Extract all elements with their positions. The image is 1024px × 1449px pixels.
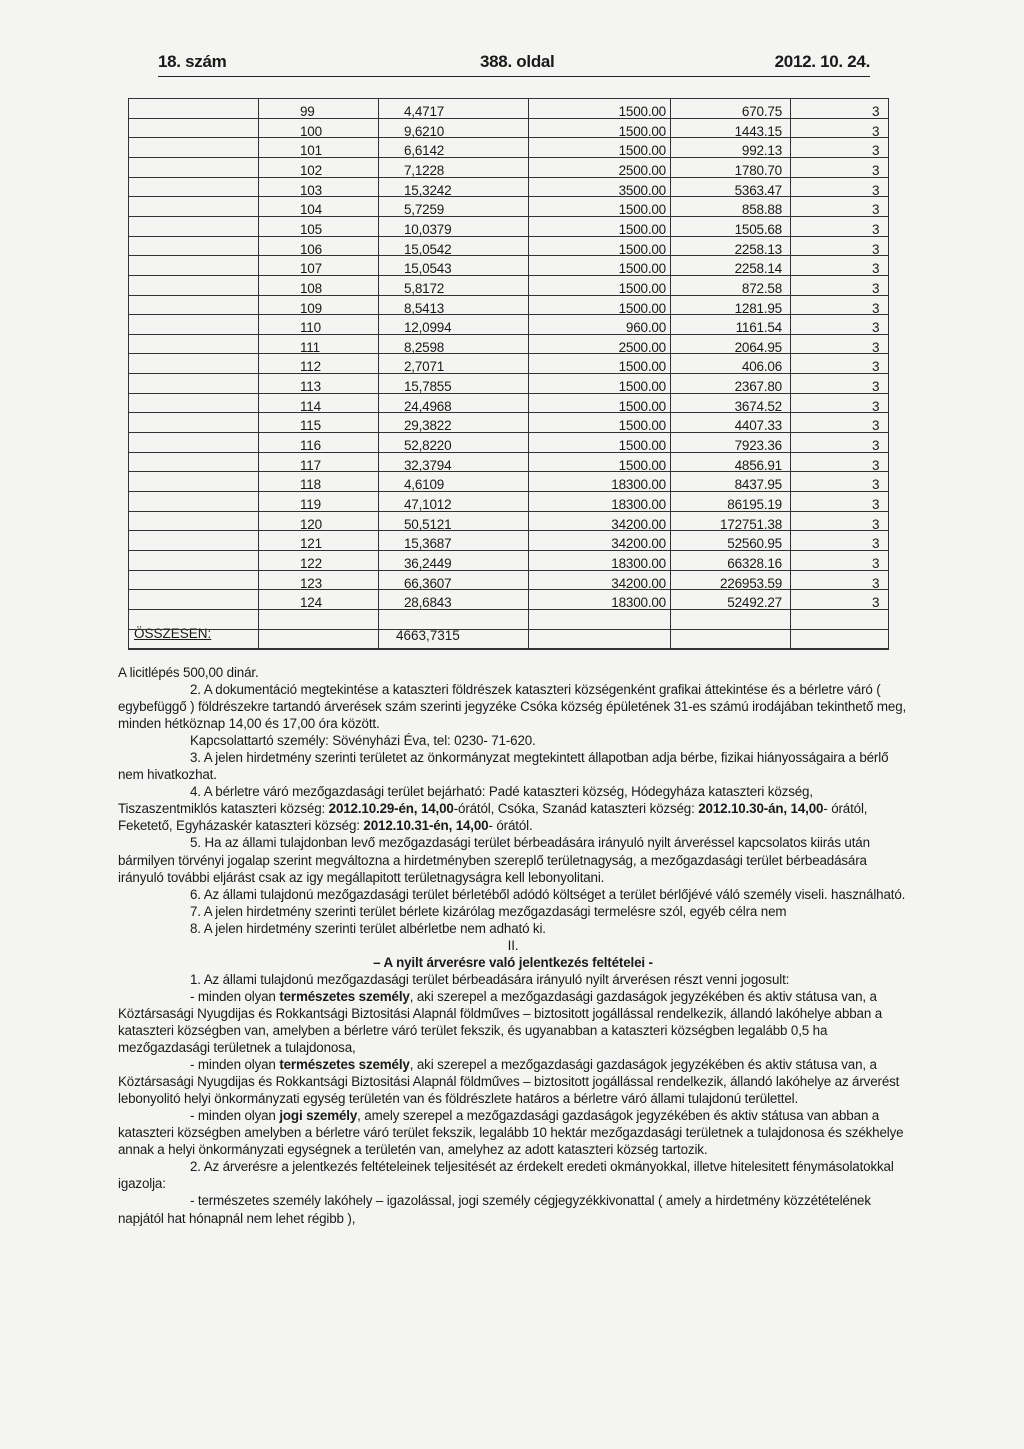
c1c-lead: - minden olyan <box>190 1108 280 1124</box>
base-price: 18300.00 <box>611 555 666 571</box>
table-row <box>128 357 888 377</box>
parcel-number: 121 <box>300 536 322 552</box>
area-ha: 47,1012 <box>404 497 452 512</box>
table-row <box>128 593 888 613</box>
parcel-number: 117 <box>300 457 321 473</box>
deposit: 2064.95 <box>734 339 782 355</box>
paragraph-2: 2. A dokumentáció megtekintése a kataszteri földrészek kataszteri községenként grafikai áttekintése és a bérletre váró ( egybefüggő ) földrészekre tartandó árverések szám szerinti jegyzéke Csóka község épületének 31-es számú irodájában tekinthető meg, minden hétköznap 14,00 és 17,00 óra között. <box>118 682 907 732</box>
page-number: 388. oldal <box>480 52 555 71</box>
section-number: II. <box>507 937 519 953</box>
p4-text-e: - órától, Feketető, Egyházaskér kataszteri község: <box>118 801 868 834</box>
issue-number: 18. szám <box>158 52 227 71</box>
area-ha: 50,5121 <box>404 516 452 532</box>
deposit: 1505.68 <box>734 221 782 237</box>
term-years: 3 <box>872 280 880 296</box>
parcel-number: 124 <box>300 595 322 611</box>
area-ha: 7,1228 <box>404 162 445 178</box>
table-row <box>128 122 888 142</box>
deposit: 52560.95 <box>727 536 782 552</box>
paragraph-7: 7. A jelen hirdetmény szerinti terület bérlete kizárólag mezőgazdasági termelésre szól, egyéb célra nem <box>190 903 787 919</box>
base-price: 1500.00 <box>618 280 666 296</box>
parcel-number: 123 <box>300 575 322 591</box>
parcel-number: 107 <box>300 261 322 277</box>
area-ha: 32,3794 <box>404 457 452 473</box>
parcel-number: 108 <box>300 280 322 296</box>
term-years: 3 <box>872 143 880 159</box>
area-ha: 15,7855 <box>404 379 452 395</box>
base-price: 1500.00 <box>618 241 666 257</box>
deposit: 858.88 <box>741 202 782 218</box>
base-price: 1500.00 <box>618 438 666 454</box>
condition-2: 2. Az árverésre a jelentkezés feltételeinek teljesitését az érdekelt eredeti okmányokkal, illetve hitelesitett fénymásolatokkal igazolja: <box>118 1159 894 1192</box>
term-years: 3 <box>872 477 880 493</box>
area-ha: 4,4717 <box>404 104 445 119</box>
base-price: 34200.00 <box>611 536 666 552</box>
base-price: 18300.00 <box>611 497 666 512</box>
term-years: 3 <box>872 575 880 591</box>
parcel-number: 122 <box>300 555 322 571</box>
area-ha: 15,0542 <box>404 241 452 257</box>
term-years: 3 <box>872 162 880 178</box>
parcel-number: 113 <box>300 379 321 395</box>
area-ha: 28,6843 <box>404 595 452 611</box>
deposit: 2258.13 <box>734 241 782 257</box>
base-price: 3500.00 <box>618 182 666 198</box>
table-row <box>128 102 888 122</box>
deposit: 172751.38 <box>719 516 782 532</box>
area-ha: 4,6109 <box>404 477 445 493</box>
condition-2a: - természetes személy lakóhely – igazolással, jogi személy cégjegyzékkivonattal ( amely a hirdetmény közzétételének napjától hat hónapnál nem lehet régibb ), <box>118 1193 871 1226</box>
section-title <box>118 954 908 971</box>
table-row <box>128 259 888 279</box>
parcel-number: 114 <box>300 398 321 414</box>
deposit: 5363.47 <box>734 182 782 198</box>
c1b-lead: - minden olyan <box>190 1057 280 1073</box>
paragraph-4 <box>118 783 908 834</box>
condition-1a <box>118 988 908 1056</box>
deposit: 872.58 <box>741 280 782 296</box>
term-years: 3 <box>872 379 880 395</box>
announcement-text <box>118 664 908 1227</box>
parcel-number: 103 <box>300 182 322 198</box>
table-row <box>128 161 888 181</box>
term-years: 3 <box>872 398 880 414</box>
term-years: 3 <box>872 182 880 198</box>
term-years: 3 <box>872 516 880 532</box>
deposit: 4407.33 <box>734 418 782 434</box>
p4-date-2: 2012.10.30-án, 14,00 <box>698 801 824 817</box>
page-header <box>158 52 870 80</box>
p4-text-c: -órától, Csóka, Szanád kataszteri község: <box>453 801 699 817</box>
deposit: 8437.95 <box>734 477 782 493</box>
term-years: 3 <box>872 241 880 257</box>
paragraph-3: 3. A jelen hirdetmény szerinti területet az önkormányzat megtekintett állapotban adja bérbe, fizikai hiányosságaira a bérlő nem hivatkozhat. <box>118 750 889 783</box>
base-price: 1500.00 <box>618 379 666 395</box>
paragraph-5: 5. Ha az állami tulajdonban levő mezőgazdasági terület bérbeadására irányuló nyilt árveréssel kapcsolatos kiirás után bármilyen törvényi jogalap szerint megváltozna a hirdetményben szereplő területnagyság, a mezőgazdasági terület bérbeadására irányuló további eljárást csak az igy megállapitott területnagyságra kell lebonyolitani. <box>118 835 870 885</box>
p4-date-3: 2012.10.31-én, 14,00 <box>363 818 489 834</box>
term-years: 3 <box>872 497 880 512</box>
p4-text-g: - órától. <box>488 818 533 834</box>
area-ha: 5,8172 <box>404 280 445 296</box>
paragraph-6: 6. Az állami tulajdonú mezőgazdasági terület bérletéből adódó költséget a terület bérlőjévé váló személy viseli. használható. <box>190 886 906 902</box>
table-row <box>128 456 888 476</box>
table-row <box>128 416 888 436</box>
deposit: 1443.15 <box>734 123 782 139</box>
deposit: 86195.19 <box>727 497 782 512</box>
term-years: 3 <box>872 300 880 316</box>
base-price: 1500.00 <box>618 359 666 375</box>
parcel-number: 106 <box>300 241 322 257</box>
base-price: 1500.00 <box>618 261 666 277</box>
table-row <box>128 377 888 397</box>
deposit: 2367.80 <box>734 379 782 395</box>
term-years: 3 <box>872 418 880 434</box>
c1b-rest: , aki szerepel a mezőgazdasági gazdaságok jegyzékében és aktiv státusa van, a Köztársasági Nyugdijas és Rokkantsági Biztositási Alapnál földműves – biztositott jogállással rendelkezik, állandó lakóhelye az árverést lebonyolitó helyi önkormányzati egység területén van és földrészlete határos a bérletre váró állami tulajdonú területtel. <box>118 1057 900 1107</box>
parcel-number: 120 <box>300 516 322 532</box>
c1a-lead: - minden olyan <box>190 988 280 1004</box>
deposit: 406.06 <box>741 359 782 375</box>
table-row <box>128 181 888 201</box>
condition-1b <box>118 1056 908 1107</box>
bid-step: A licitlépés 500,00 dinár. <box>118 665 259 680</box>
area-ha: 12,0994 <box>404 320 452 336</box>
area-ha: 15,3242 <box>404 182 452 198</box>
base-price: 1500.00 <box>618 143 666 159</box>
term-years: 3 <box>872 595 880 611</box>
base-price: 18300.00 <box>611 477 666 493</box>
section-title-text: – A nyilt árverésre való jelentkezés feltételei - <box>373 954 653 970</box>
area-ha: 15,3687 <box>404 536 452 552</box>
area-ha: 8,2598 <box>404 339 445 355</box>
term-years: 3 <box>872 123 880 139</box>
term-years: 3 <box>872 438 880 454</box>
base-price: 1500.00 <box>618 104 666 119</box>
table-row <box>128 534 888 554</box>
table-row <box>128 200 888 220</box>
deposit: 1161.54 <box>735 320 782 336</box>
parcel-number: 115 <box>300 418 321 434</box>
area-ha: 10,0379 <box>404 221 452 237</box>
table-row <box>128 338 888 358</box>
base-price: 2500.00 <box>618 339 666 355</box>
table-row-line <box>128 629 888 630</box>
deposit: 66328.16 <box>727 555 782 571</box>
table-row <box>128 436 888 456</box>
parcel-number: 100 <box>300 123 322 139</box>
table-row <box>128 397 888 417</box>
area-ha: 8,5413 <box>404 300 445 316</box>
c1c-rest: , amely szerepel a mezőgazdasági gazdaságok jegyzékében és aktiv státusa van abban a kataszteri községben amelyben a bérletre váró terület fekszik, legalább 10 hektár mezőgazdasági területnek a tulajdonosa és székhelye annak a helyi önkormányzati egységnek a területén van, amelyhez az adott kataszteri község tartozik. <box>118 1108 904 1158</box>
condition-1: 1. Az állami tulajdonú mezőgazdasági terület bérbeadására irányuló nyilt árverésen részt venni jogosult: <box>190 971 790 987</box>
parcel-number: 99 <box>300 104 315 119</box>
deposit: 3674.52 <box>734 398 782 414</box>
parcel-number: 112 <box>300 359 321 375</box>
parcel-number: 104 <box>300 202 322 218</box>
table-row <box>128 475 888 495</box>
parcel-number: 101 <box>300 143 322 159</box>
table-row <box>128 279 888 299</box>
c1a-bold: természetes személy <box>279 988 410 1004</box>
area-ha: 2,7071 <box>404 359 445 375</box>
total-value: 4663,7315 <box>396 628 460 643</box>
table-row <box>128 220 888 240</box>
deposit: 1281.95 <box>734 300 782 316</box>
table-bottom-line <box>128 649 888 650</box>
table-row <box>128 141 888 161</box>
base-price: 1500.00 <box>618 123 666 139</box>
base-price: 1500.00 <box>618 457 666 473</box>
table-row <box>128 554 888 574</box>
base-price: 18300.00 <box>611 595 666 611</box>
issue-date: 2012. 10. 24. <box>774 52 870 71</box>
deposit: 1780.70 <box>734 162 782 178</box>
total-label: ÖSSZESEN: <box>134 626 212 641</box>
area-ha: 15,0543 <box>404 261 452 277</box>
table-row <box>128 240 888 260</box>
term-years: 3 <box>872 457 880 473</box>
contact-person: Kapcsolattartó személy: Sövényházi Éva, tel: 0230- 71-620. <box>190 733 536 749</box>
term-years: 3 <box>872 320 880 336</box>
base-price: 1500.00 <box>618 398 666 414</box>
base-price: 960.00 <box>625 320 666 336</box>
area-ha: 36,2449 <box>404 555 452 571</box>
area-ha: 9,6210 <box>404 123 445 139</box>
term-years: 3 <box>872 104 880 119</box>
deposit: 2258.14 <box>734 261 782 277</box>
table-col-line <box>888 98 889 650</box>
paragraph-8: 8. A jelen hirdetmény szerinti terület albérletbe nem adható ki. <box>190 920 546 936</box>
table-row <box>128 515 888 535</box>
term-years: 3 <box>872 221 880 237</box>
p4-date-1: 2012.10.29-én, 14,00 <box>328 801 454 817</box>
base-price: 1500.00 <box>618 202 666 218</box>
term-years: 3 <box>872 202 880 218</box>
lease-table <box>128 98 888 650</box>
table-row <box>128 299 888 319</box>
deposit: 226953.59 <box>719 575 782 591</box>
base-price: 1500.00 <box>618 418 666 434</box>
c1a-rest: , aki szerepel a mezőgazdasági gazdaságok jegyzékében és aktiv státusa van, a Köztársasági Nyugdijas és Rokkantsági Biztositási Alapnál földműves – biztositott jogállással rendelkezik, állandó lakóhelye abban a kataszteri községben van, amelyben a bérletre váró terület fekszik, és ugyanabban a kataszteri községben legalább 0,5 ha mezőgazdasági területnek a tulajdonosa, <box>118 988 882 1056</box>
parcel-number: 110 <box>300 320 321 336</box>
base-price: 2500.00 <box>618 162 666 178</box>
parcel-number: 119 <box>300 497 321 512</box>
deposit: 7923.36 <box>734 438 782 454</box>
term-years: 3 <box>872 359 880 375</box>
area-ha: 6,6142 <box>404 143 445 159</box>
header-rule <box>158 76 870 77</box>
base-price: 1500.00 <box>618 221 666 237</box>
term-years: 3 <box>872 536 880 552</box>
table-row <box>128 574 888 594</box>
area-ha: 52,8220 <box>404 438 452 454</box>
term-years: 3 <box>872 555 880 571</box>
parcel-number: 102 <box>300 162 322 178</box>
deposit: 52492.27 <box>727 595 782 611</box>
parcel-number: 116 <box>300 438 321 454</box>
c1c-bold: jogi személy <box>279 1108 358 1124</box>
condition-1c <box>118 1107 908 1158</box>
area-ha: 29,3822 <box>404 418 452 434</box>
parcel-number: 111 <box>300 339 320 355</box>
area-ha: 24,4968 <box>404 398 452 414</box>
deposit: 4856.91 <box>734 457 782 473</box>
base-price: 34200.00 <box>611 575 666 591</box>
table-row-line <box>128 98 888 99</box>
table-row <box>128 318 888 338</box>
parcel-number: 105 <box>300 221 322 237</box>
area-ha: 66,3607 <box>404 575 452 591</box>
c1b-bold: természetes személy <box>279 1057 410 1073</box>
deposit: 670.75 <box>741 104 782 119</box>
parcel-number: 118 <box>300 477 321 493</box>
deposit: 992.13 <box>741 143 782 159</box>
term-years: 3 <box>872 261 880 277</box>
p4-text-a: 4. A bérletre váró mezőgazdasági terület bejárható: Padé kataszteri község, Hódegyháza kataszteri község, Tiszaszentmiklós kataszteri község: <box>118 784 813 817</box>
area-ha: 5,7259 <box>404 202 445 218</box>
base-price: 1500.00 <box>618 300 666 316</box>
base-price: 34200.00 <box>611 516 666 532</box>
table-row <box>128 495 888 515</box>
term-years: 3 <box>872 339 880 355</box>
parcel-number: 109 <box>300 300 322 316</box>
